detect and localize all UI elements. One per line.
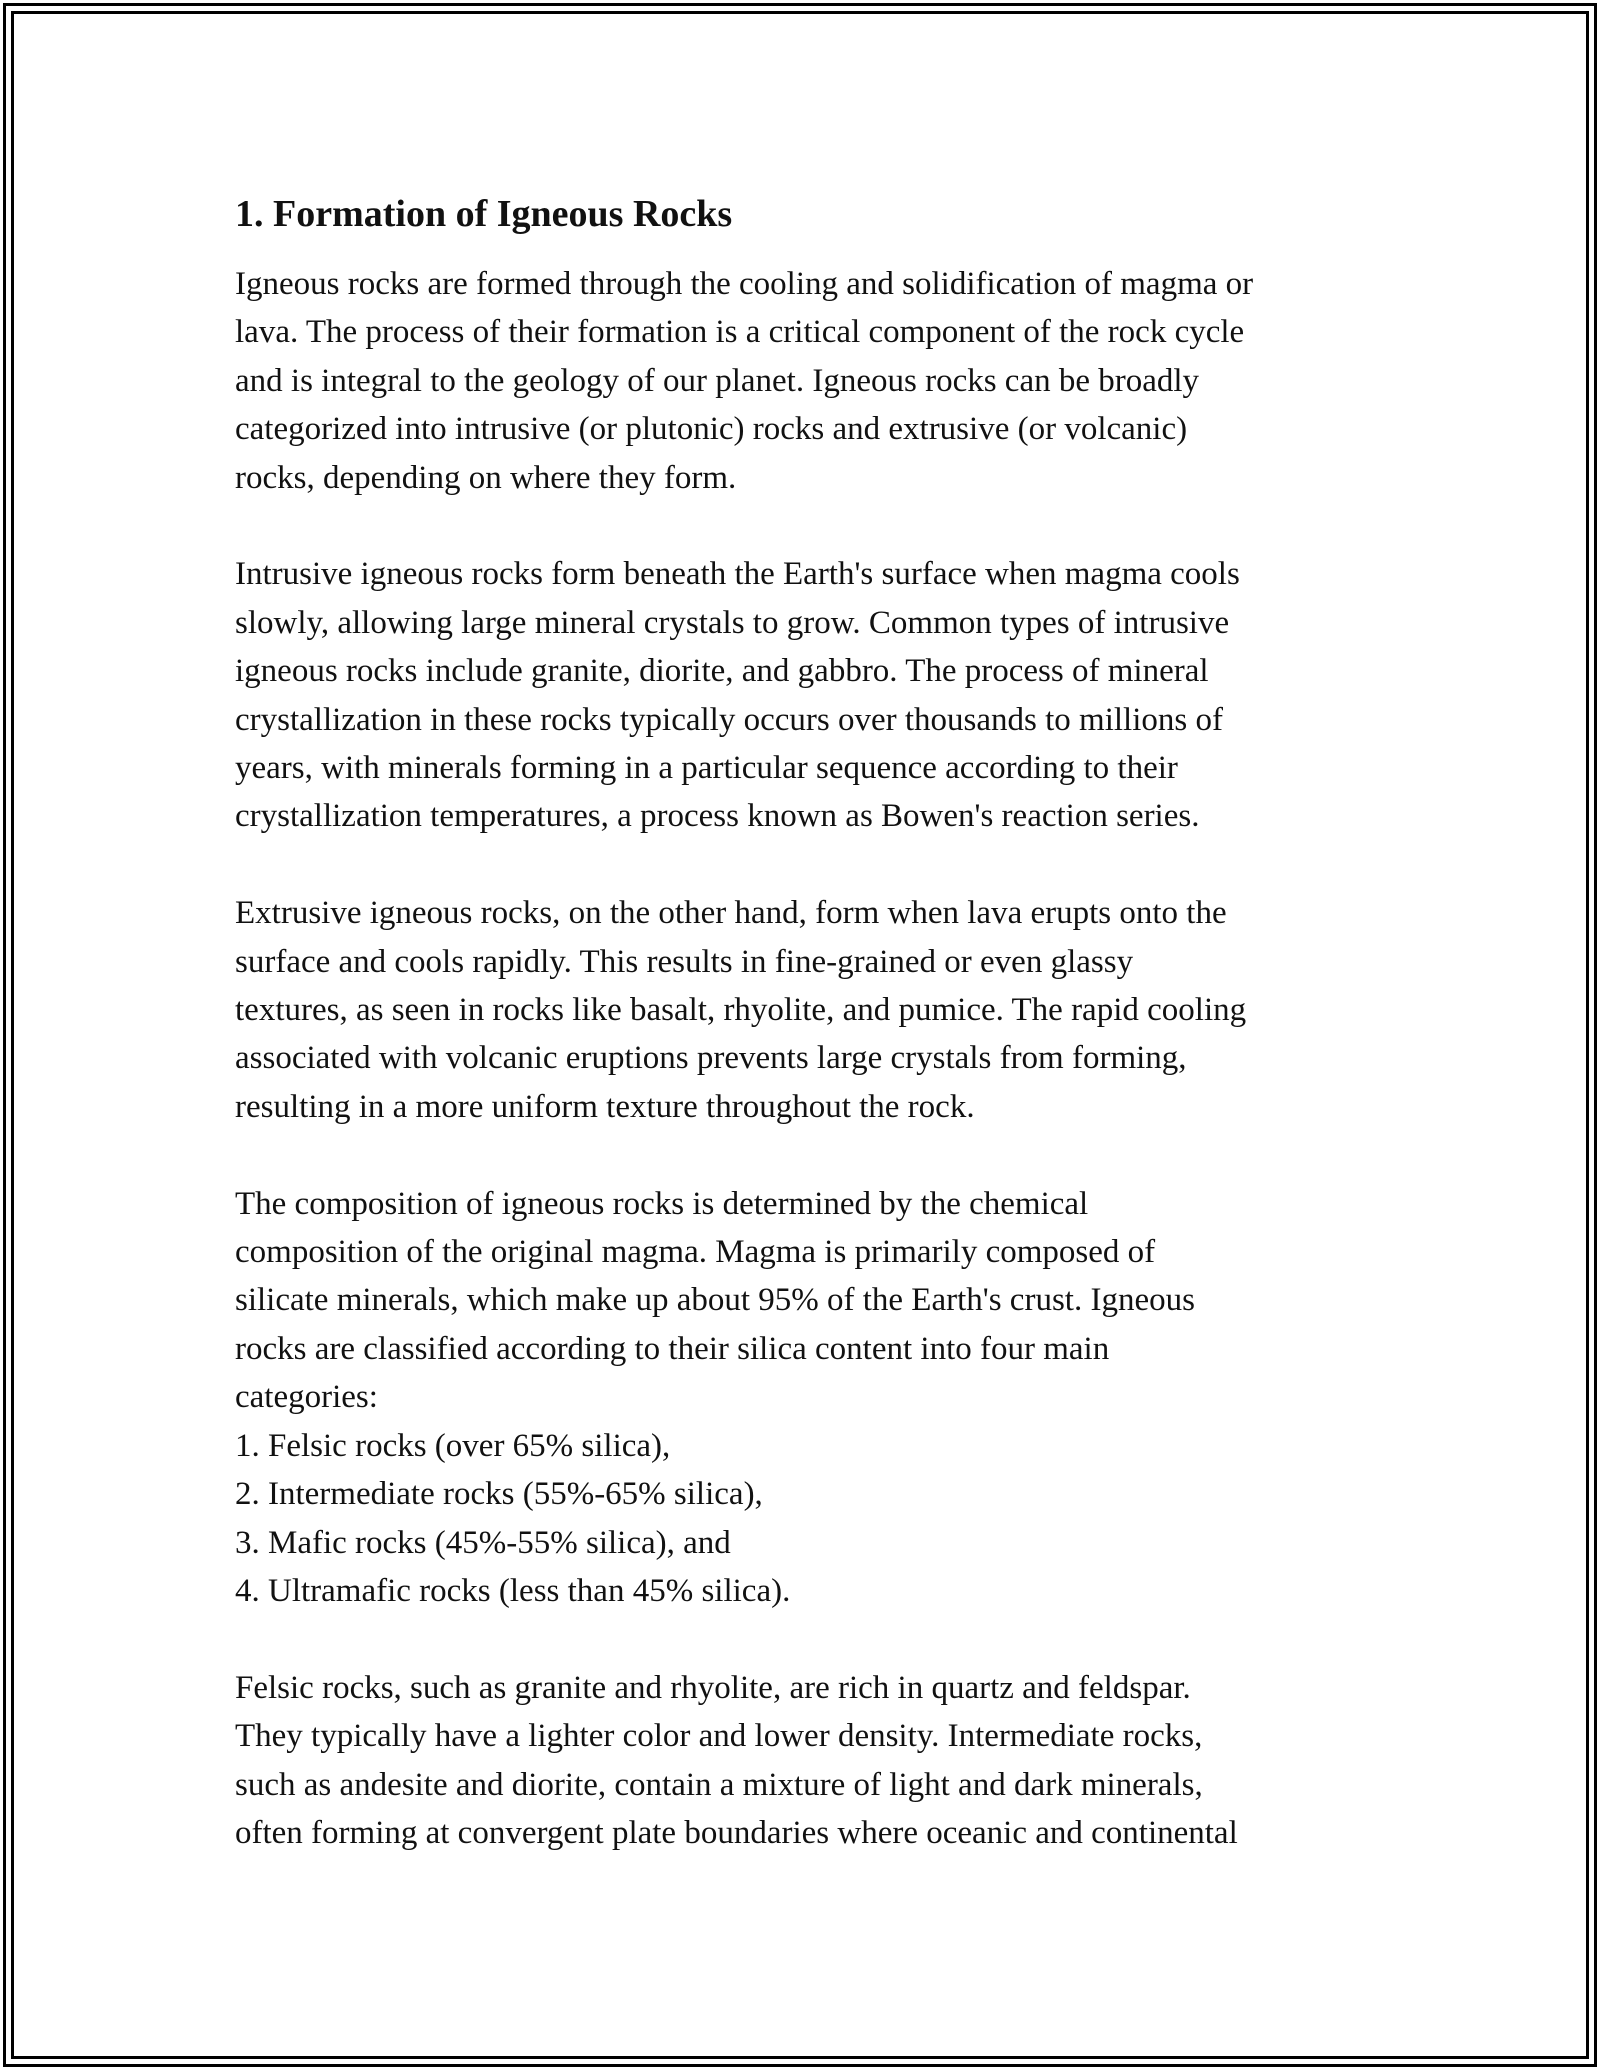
- text-line: 2. Intermediate rocks (55%-65% silica),: [235, 1476, 763, 1513]
- text-line: slowly, allowing large mineral crystals to grow. Common types of intrusive: [235, 604, 1230, 641]
- text-line: often forming at convergent plate boundaries where oceanic and continental: [235, 1814, 1238, 1851]
- text-line: and is integral to the geology of our planet. Igneous rocks can be broadly: [235, 362, 1200, 399]
- text-line: crystallization temperatures, a process known as Bowen's reaction series.: [235, 798, 1200, 835]
- paragraph: [235, 260, 1375, 502]
- paragraph: [235, 1664, 1375, 1858]
- text-line: 3. Mafic rocks (45%-55% silica), and: [235, 1524, 731, 1561]
- text-line: associated with volcanic eruptions prevents large crystals from forming,: [235, 1040, 1187, 1077]
- section-heading: 1. Formation of Igneous Rocks: [235, 193, 733, 235]
- text-line: lava. The process of their formation is a critical component of the rock cycle: [235, 314, 1245, 351]
- document-body: [235, 188, 1375, 1906]
- text-line: categorized into intrusive (or plutonic) rocks and extrusive (or volcanic): [235, 411, 1188, 448]
- text-line: Extrusive igneous rocks, on the other hand, form when lava erupts onto the: [235, 895, 1227, 932]
- text-line: crystallization in these rocks typically occurs over thousands to millions of: [235, 701, 1223, 738]
- text-line: surface and cools rapidly. This results in fine-grained or even glassy: [235, 943, 1134, 980]
- text-line: igneous rocks include granite, diorite, and gabbro. The process of mineral: [235, 653, 1209, 690]
- paragraph: [235, 1180, 1375, 1616]
- text-line: 1. Felsic rocks (over 65% silica),: [235, 1427, 671, 1464]
- paragraph: [235, 889, 1375, 1131]
- text-line: Igneous rocks are formed through the cooling and solidification of magma or: [235, 266, 1254, 302]
- text-line: The composition of igneous rocks is determined by the chemical: [235, 1185, 1089, 1222]
- text-line: They typically have a lighter color and lower density. Intermediate rocks,: [235, 1718, 1203, 1755]
- text-line: such as andesite and diorite, contain a mixture of light and dark minerals,: [235, 1766, 1203, 1803]
- text-line: years, with minerals forming in a particular sequence according to their: [235, 750, 1178, 787]
- text-line: textures, as seen in rocks like basalt, rhyolite, and pumice. The rapid cooling: [235, 992, 1247, 1029]
- text-line: resulting in a more uniform texture throughout the rock.: [235, 1088, 975, 1125]
- text-line: rocks, depending on where they form.: [235, 459, 737, 496]
- text-line: silicate minerals, which make up about 95% of the Earth's crust. Igneous: [235, 1282, 1195, 1319]
- text-line: Intrusive igneous rocks form beneath the Earth's surface when magma cools: [235, 556, 1240, 593]
- paragraphs-container: [235, 260, 1375, 1857]
- text-line: composition of the original magma. Magma is primarily composed of: [235, 1234, 1156, 1271]
- text-line: rocks are classified according to their silica content into four main: [235, 1330, 1110, 1367]
- text-line: categories:: [235, 1379, 378, 1416]
- text-line: 4. Ultramafic rocks (less than 45% silica).: [235, 1572, 791, 1609]
- text-line: Felsic rocks, such as granite and rhyolite, are rich in quartz and feldspar.: [235, 1669, 1191, 1706]
- paragraph: [235, 550, 1375, 840]
